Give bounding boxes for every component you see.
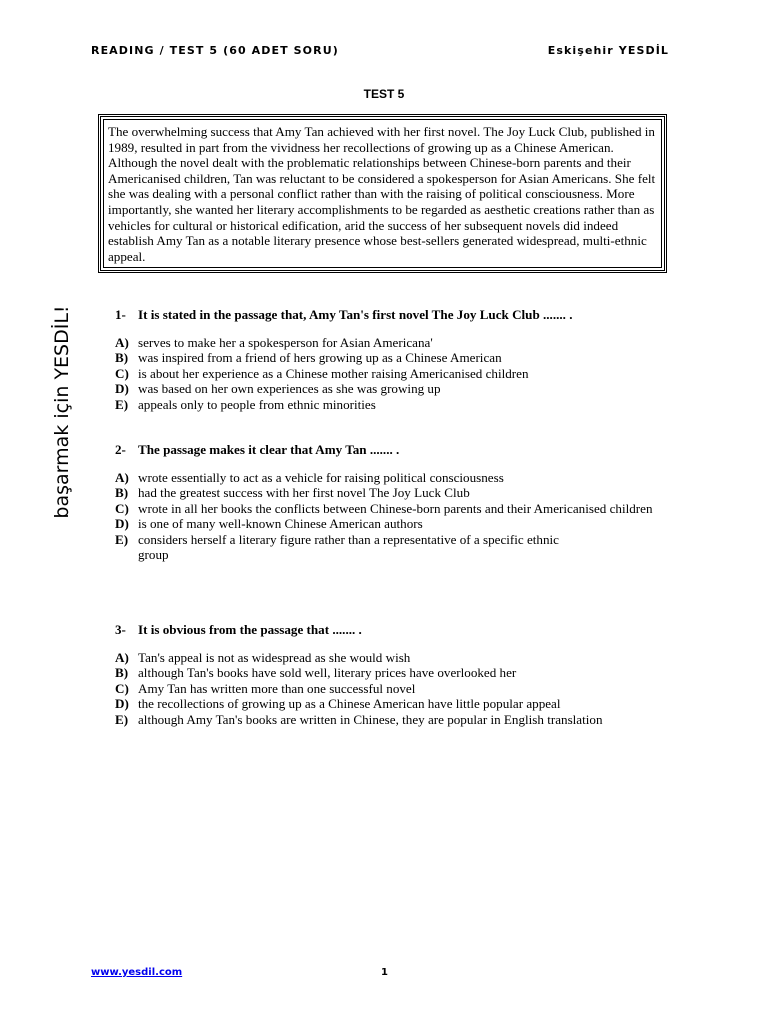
option-a[interactable]: A) serves to make her a spokesperson for Asian Americana' — [115, 335, 433, 350]
question-2 — [115, 442, 658, 562]
option-c[interactable]: C) Amy Tan has written more than one successful novel — [115, 680, 416, 696]
option-list — [115, 470, 658, 562]
option-e[interactable]: E) appeals only to people from ethnic minorities — [115, 396, 376, 412]
option-list — [115, 650, 658, 727]
option-b[interactable]: B) although Tan's books have sold well, literary prices have overlooked her — [115, 665, 517, 681]
option-e[interactable]: E) although Amy Tan's books are written in Chinese, they are popular in English translation — [115, 711, 603, 727]
option-a[interactable]: A) Tan's appeal is not as widespread as she would wish — [115, 650, 411, 665]
option-list — [115, 335, 658, 412]
option-b[interactable]: B) was inspired from a friend of hers growing up as a Chinese American — [115, 350, 502, 366]
option-d[interactable]: D) the recollections of growing up as a Chinese American have little popular appeal — [115, 696, 561, 712]
option-c[interactable]: C) wrote in all her books the conflicts between Chinese-born parents and their Americanised children — [115, 500, 653, 516]
page-number: 1 — [381, 967, 388, 978]
question-stem: 2- The passage makes it clear that Amy Tan ....... . — [115, 442, 400, 457]
option-b[interactable]: B) had the greatest success with her first novel The Joy Luck Club — [115, 485, 470, 501]
question-3 — [115, 622, 658, 727]
option-d[interactable]: D) is one of many well-known Chinese American authors — [115, 516, 423, 532]
website-link[interactable]: www.yesdil.com — [91, 967, 183, 978]
question-stem: 1- It is stated in the passage that, Amy Tan's first novel The Joy Luck Club ....... . — [115, 307, 573, 322]
header-title: READING / TEST 5 (60 ADET SORU) — [91, 44, 339, 57]
test-title: TEST 5 — [363, 87, 405, 101]
header-publisher: Eskişehir YESDİL — [547, 44, 669, 57]
option-d[interactable]: D) was based on her own experiences as she was growing up — [115, 381, 441, 397]
side-slogan: başarmak için YESDİL! — [51, 305, 73, 519]
option-e[interactable]: E) considers herself a literary figure rather than a representative of a specific ethnic group — [115, 531, 559, 563]
question-1 — [115, 307, 658, 412]
option-c[interactable]: C) is about her experience as a Chinese mother raising Americanised children — [115, 365, 529, 381]
option-a[interactable]: A) wrote essentially to act as a vehicle for raising political consciousness — [115, 470, 504, 485]
question-stem: 3- It is obvious from the passage that ....... . — [115, 622, 362, 637]
reading-passage: The overwhelming success that Amy Tan achieved with her first novel. The Joy Luck Club, published in 1989, resulted in part from the vividness her recollections of growing up as a Chinese American. Although the novel dealt with the problematic relationships between Chinese-born parents and their Americanised children, Tan was reluctant to be considered a spokesperson for Asian Americans. She felt she was dealing with a personal conflict rather than with the raising of political consciousness. More importantly, she wanted her literary accomplishments to be regarded as aesthetic creations rather than as vehicles for cultural or historical edification, arid the success of her subsequent novels did indeed establish Amy Tan as a notable literary presence whose best-sellers generated widespread, multi-ethnic appeal. — [108, 124, 656, 264]
